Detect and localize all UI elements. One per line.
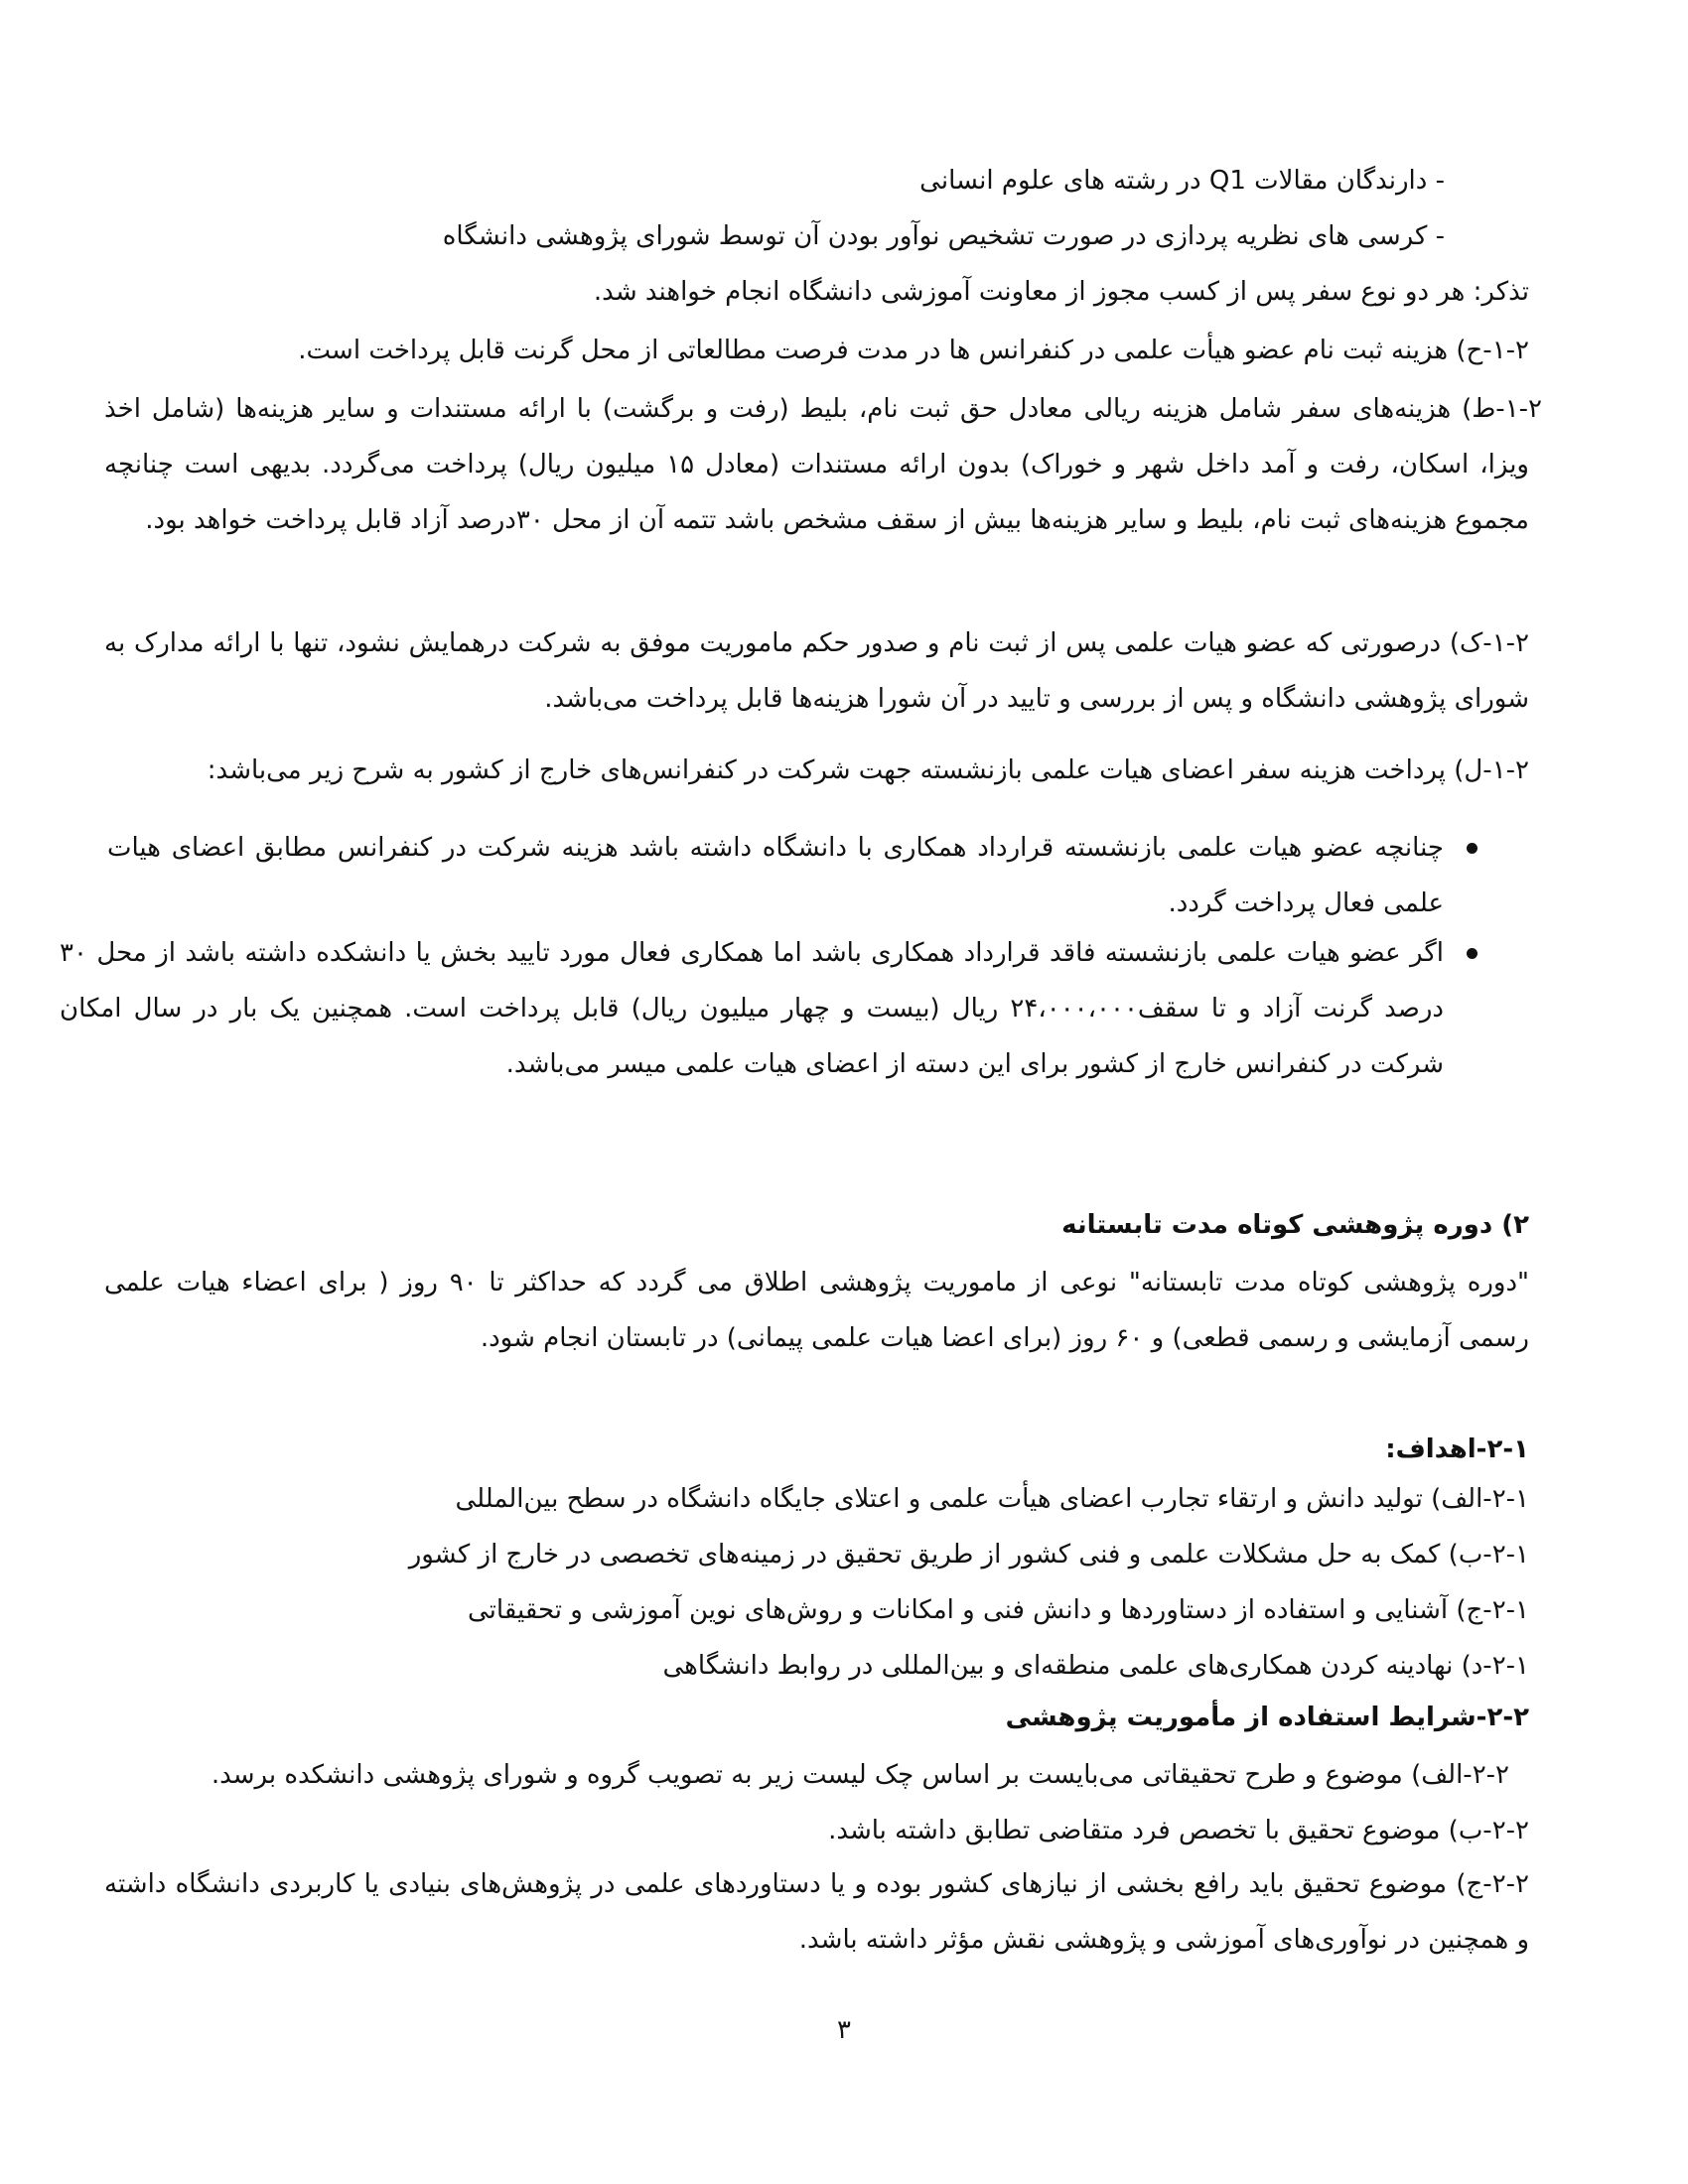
item-1-2-l: ۱-۲-ل) پرداخت هزینه سفر اعضای هیات علمی بازنشسته جهت شرکت در کنفرانس‌های خارج از کشور به شرح زیر می‌باشد: [207,755,1529,785]
condition-c: ۲-۲-ج) موضوع تحقیق باید رافع بخشی از نیازهای کشور بوده و یا دستاوردهای علمی در پژوهش‌های بنیادی یا کاربردی دانشگاه داشته و همچنین در نوآوری‌های آموزشی و پژوهشی نقش مؤثر داشته باشد. [104,1869,1529,1955]
goal-item: ۲-۱-الف) تولید دانش و ارتقاء تجارب اعضای هیأت علمی و اعتلای جایگاه دانشگاه در سطح بین‌المللی [455,1484,1529,1514]
section-2-heading: ۲) دوره پژوهشی کوتاه مدت تابستانه [1061,1210,1529,1240]
item-1-2-k: ۱-۲-ک) درصورتی که عضو هیات علمی پس از ثبت نام و صدور حکم ماموریت موفق به شرکت درهمایش نشود، تنها با ارائه مدارک به شورای پژوهشی دانشگاه و پس از بررسی و تایید در آن شورا هزینه‌ها قابل پرداخت می‌باشد. [104,628,1529,714]
q1-holders-line: - دارندگان مقالات Q1 در رشته های علوم انسانی [919,166,1445,196]
page-number: ۳ [837,2015,851,2045]
item-1-2-h: ۱-۲-ح) هزینه ثبت نام عضو هیأت علمی در کنفرانس ها در مدت فرصت مطالعاتی از محل گرنت قابل پرداخت است. [298,336,1529,365]
bullet-icon [1467,948,1477,959]
item-1-2-t: ۱-۲-ط) هزینه‌های سفر شامل هزینه ریالی معادل حق ثبت نام، بلیط (رفت و برگشت) با ارائه مستندات و سایر هزینه‌ها (شامل اخذ ویزا، اسکان، رفت و آمد داخل شهر و خوراک) بدون ارائه مستندات (معادل ۱۵ میلیون ریال) پرداخت می‌گردد. بدیهی است چنانچه مجموع هزینه‌های ثبت نام، بلیط و سایر هزینه‌ها بیش از سقف مشخص باشد تتمه آن از محل ۳۰درصد آزاد قابل پرداخت خواهد بود. [104,394,1542,535]
condition-a: ۲-۲-الف) موضوع و طرح تحقیقاتی می‌بایست بر اساس چک لیست زیر به تصویب گروه و شورای پژوهشی دانشکده برسد. [211,1760,1509,1790]
bullet-icon [1467,843,1477,854]
bullet-item-1: چنانچه عضو هیات علمی بازنشسته قرارداد همکاری با دانشگاه داشته باشد هزینه شرکت در کنفرانس مطابق اعضای هیات علمی فعال پرداخت گردد. [107,833,1444,918]
note-line: تذکر: هر دو نوع سفر پس از کسب مجوز از معاونت آموزشی دانشگاه انجام خواهند شد. [593,277,1529,307]
theory-chairs-line: - کرسی های نظریه پردازی در صورت تشخیص نوآور بودن آن توسط شورای پژوهشی دانشگاه [442,221,1445,251]
goals-heading: ۲-۱-اهداف: [1385,1434,1529,1464]
section-2-intro: "دوره پژوهشی کوتاه مدت تابستانه" نوعی از ماموریت پژوهشی اطلاق می گردد که حداکثر تا ۹۰ روز ( برای اعضاء هیات علمی رسمی آزمایشی و رسمی قطعی) و ۶۰ روز (برای اعضا هیات علمی پیمانی) در تابستان انجام شود. [104,1268,1530,1353]
bullet-item-2: اگر عضو هیات علمی بازنشسته فاقد قرارداد همکاری باشد اما همکاری فعال مورد تایید بخش یا دانشکده داشته باشد از محل ۳۰ درصد گرنت آزاد و تا سقف۲۴،۰۰۰،۰۰۰ ریال (بیست و چهار میلیون ریال) قابل پرداخت است. همچنین یک بار در سال امکان شرکت در کنفرانس خارج از کشور برای این دسته از اعضای هیات علمی میسر می‌باشد. [60,938,1444,1079]
goal-item: ۲-۱-د) نهادینه کردن همکاری‌های علمی منطقه‌ای و بین‌المللی در روابط دانشگاهی [662,1651,1529,1681]
conditions-heading: ۲-۲-شرایط استفاده از مأموریت پژوهشی [1005,1703,1529,1732]
condition-b: ۲-۲-ب) موضوع تحقیق با تخصص فرد متقاضی تطابق داشته باشد. [828,1816,1529,1845]
goal-item: ۲-۱-ب) کمک به حل مشکلات علمی و فنی کشور از طریق تحقیق در زمینه‌های تخصصی در خارج از کشور [408,1540,1529,1570]
goal-item: ۲-۱-ج) آشنایی و استفاده از دستاوردها و دانش فنی و امکانات و روش‌های نوین آموزشی و تحقیقاتی [468,1595,1529,1625]
